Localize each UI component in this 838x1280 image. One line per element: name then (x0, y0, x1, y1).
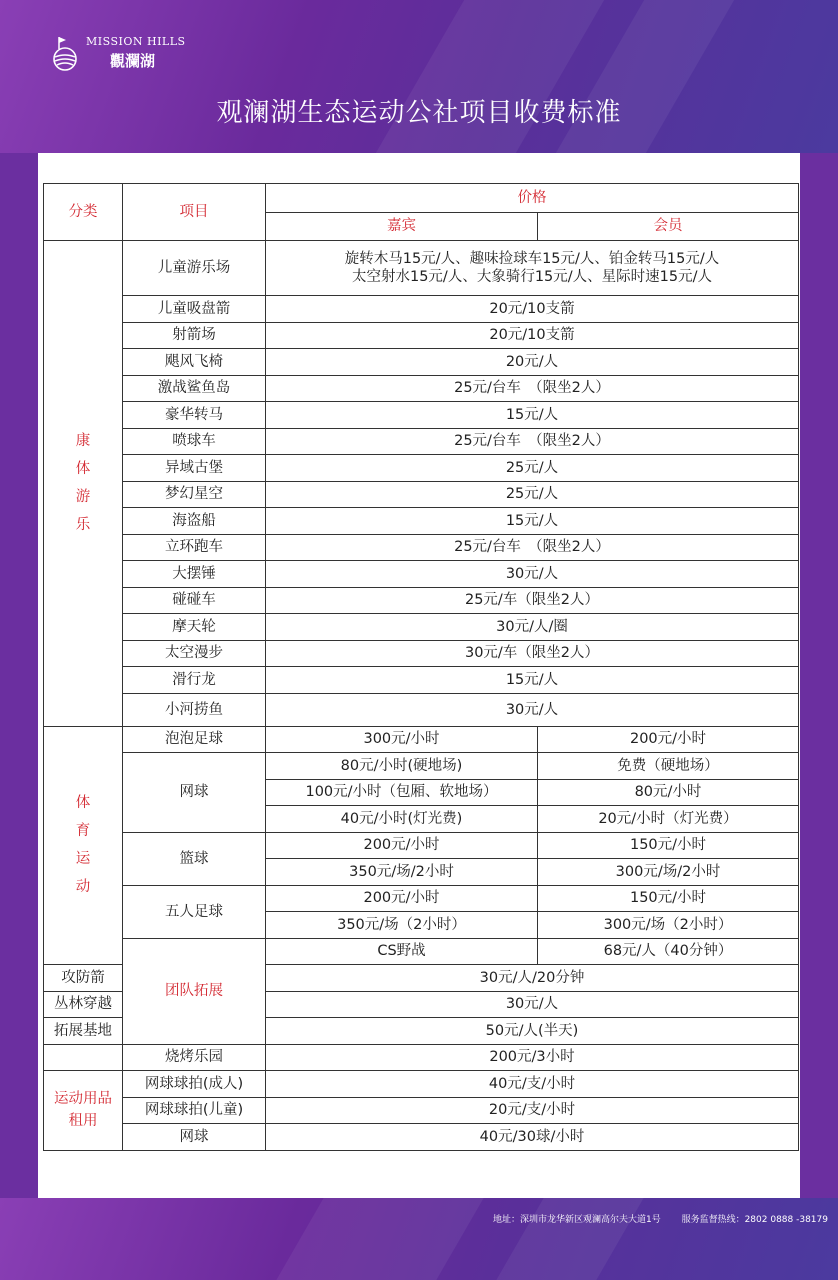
table-row (44, 296, 799, 323)
item-cell: 网球 (123, 1124, 266, 1151)
category-leisure: 康 体 游 乐 (44, 241, 123, 727)
price-cell: 200元/3小时 (266, 1044, 799, 1071)
member-price-cell: 300元/场（2小时） (538, 912, 799, 939)
table-row (44, 753, 799, 780)
logo-chinese: 觀瀾湖 (110, 52, 156, 70)
price-cell: 30元/人/20分钟 (266, 965, 799, 992)
header-band (0, 0, 838, 153)
footer-info (475, 1212, 828, 1225)
item-cell: 豪华转马 (123, 402, 266, 429)
table-row (44, 938, 799, 965)
guest-price-cell: 40元/小时(灯光费) (266, 806, 538, 833)
price-cell: 20元/人 (266, 349, 799, 376)
table-row (44, 832, 799, 859)
item-cell: 飓风飞椅 (123, 349, 266, 376)
table-row (44, 322, 799, 349)
price-table (43, 183, 799, 1151)
table-row (44, 1097, 799, 1124)
price-cell: 50元/人(半天) (266, 1018, 799, 1045)
price-cell: 30元/车（限坐2人） (266, 640, 799, 667)
category-empty (44, 1044, 123, 1071)
price-cell: 20元/10支箭 (266, 322, 799, 349)
item-cell: CS野战 (266, 938, 538, 965)
guest-price-cell: 200元/小时 (266, 832, 538, 859)
member-price-cell: 150元/小时 (538, 832, 799, 859)
item-cell: 网球球拍(儿童) (123, 1097, 266, 1124)
table-row (44, 241, 799, 296)
table-row (44, 455, 799, 482)
item-cell: 射箭场 (123, 322, 266, 349)
table-row (44, 640, 799, 667)
category-sports: 体 育 运 动 (44, 726, 123, 965)
item-cell: 异域古堡 (123, 455, 266, 482)
price-cell: 15元/人 (266, 402, 799, 429)
table-row (44, 1071, 799, 1098)
price-cell: 20元/支/小时 (266, 1097, 799, 1124)
table-row (44, 1124, 799, 1151)
price-cell: 旋转木马15元/人、趣味捡球车15元/人、铂金转马15元/人 太空射水15元/人、大象骑行15元/人、星际时速15元/人 (266, 241, 799, 296)
item-cell: 网球 (123, 753, 266, 833)
item-cell: 激战鲨鱼岛 (123, 375, 266, 402)
table-row (44, 885, 799, 912)
price-cell: 40元/支/小时 (266, 1071, 799, 1098)
header-category: 分类 (44, 184, 123, 241)
item-cell: 海盗船 (123, 508, 266, 535)
table-row (44, 614, 799, 641)
member-price-cell: 300元/场/2小时 (538, 859, 799, 886)
price-cell: 25元/台车 （限坐2人） (266, 534, 799, 561)
table-row (44, 561, 799, 588)
mission-hills-logo (50, 35, 186, 71)
table-row (44, 534, 799, 561)
table-row (44, 349, 799, 376)
page-title: 观澜湖生态运动公社项目收费标准 (216, 98, 622, 128)
price-cell: 30元/人 (266, 991, 799, 1018)
footer-band (0, 1198, 838, 1280)
table-row (44, 667, 799, 694)
table-header-row (44, 184, 799, 213)
price-cell: 40元/30球/小时 (266, 1124, 799, 1151)
price-cell: 25元/车（限坐2人） (266, 587, 799, 614)
member-price-cell: 200元/小时 (538, 726, 799, 753)
item-cell: 烧烤乐园 (123, 1044, 266, 1071)
item-cell: 五人足球 (123, 885, 266, 938)
guest-price-cell: 350元/场（2小时） (266, 912, 538, 939)
guest-price-cell: 100元/小时（包厢、软地场） (266, 779, 538, 806)
item-cell: 太空漫步 (123, 640, 266, 667)
table-row (44, 587, 799, 614)
category-rental: 运动用品 租用 (44, 1071, 123, 1151)
item-cell: 儿童吸盘箭 (123, 296, 266, 323)
price-cell: 25元/台车 （限坐2人） (266, 375, 799, 402)
item-cell: 小河捞鱼 (123, 693, 266, 726)
guest-price-cell: 300元/小时 (266, 726, 538, 753)
header-price: 价格 (266, 184, 799, 213)
price-cell: 25元/台车 （限坐2人） (266, 428, 799, 455)
item-cell: 丛林穿越 (44, 991, 123, 1018)
guest-price-cell: 80元/小时(硬地场) (266, 753, 538, 780)
item-cell: 拓展基地 (44, 1018, 123, 1045)
price-cell: 30元/人 (266, 693, 799, 726)
header-member: 会员 (538, 212, 799, 241)
member-price-cell: 150元/小时 (538, 885, 799, 912)
member-price-cell: 20元/小时（灯光费） (538, 806, 799, 833)
price-cell: 68元/人（40分钟） (538, 938, 799, 965)
item-cell: 泡泡足球 (123, 726, 266, 753)
table-row (44, 1044, 799, 1071)
category-team: 团队拓展 (123, 938, 266, 1044)
footer-hotline: 服务监督热线：2802 0888 -38179 (681, 1215, 828, 1225)
guest-price-cell: 200元/小时 (266, 885, 538, 912)
member-price-cell: 免费（硬地场） (538, 753, 799, 780)
item-cell: 滑行龙 (123, 667, 266, 694)
item-cell: 立环跑车 (123, 534, 266, 561)
price-cell: 30元/人 (266, 561, 799, 588)
item-cell: 碰碰车 (123, 587, 266, 614)
item-cell: 儿童游乐场 (123, 241, 266, 296)
price-cell: 15元/人 (266, 508, 799, 535)
price-cell: 30元/人/圈 (266, 614, 799, 641)
item-cell: 梦幻星空 (123, 481, 266, 508)
price-cell: 15元/人 (266, 667, 799, 694)
table-row (44, 693, 799, 726)
footer-address: 地址：深圳市龙华新区观澜高尔夫大道1号 (492, 1215, 661, 1225)
item-cell: 篮球 (123, 832, 266, 885)
price-cell: 25元/人 (266, 455, 799, 482)
price-cell: 20元/10支箭 (266, 296, 799, 323)
item-cell: 网球球拍(成人) (123, 1071, 266, 1098)
table-row (44, 402, 799, 429)
item-cell: 攻防箭 (44, 965, 123, 992)
item-cell: 喷球车 (123, 428, 266, 455)
member-price-cell: 80元/小时 (538, 779, 799, 806)
header-guest: 嘉宾 (266, 212, 538, 241)
table-row (44, 481, 799, 508)
table-row (44, 428, 799, 455)
price-cell: 25元/人 (266, 481, 799, 508)
logo-english: MISSION HILLS (86, 35, 186, 48)
item-cell: 大摆锤 (123, 561, 266, 588)
table-row (44, 375, 799, 402)
guest-price-cell: 350元/场/2小时 (266, 859, 538, 886)
item-cell: 摩天轮 (123, 614, 266, 641)
logo-emblem-icon (50, 35, 80, 71)
header-item: 项目 (123, 184, 266, 241)
table-row (44, 508, 799, 535)
price-sheet (38, 153, 800, 1198)
table-row (44, 726, 799, 753)
